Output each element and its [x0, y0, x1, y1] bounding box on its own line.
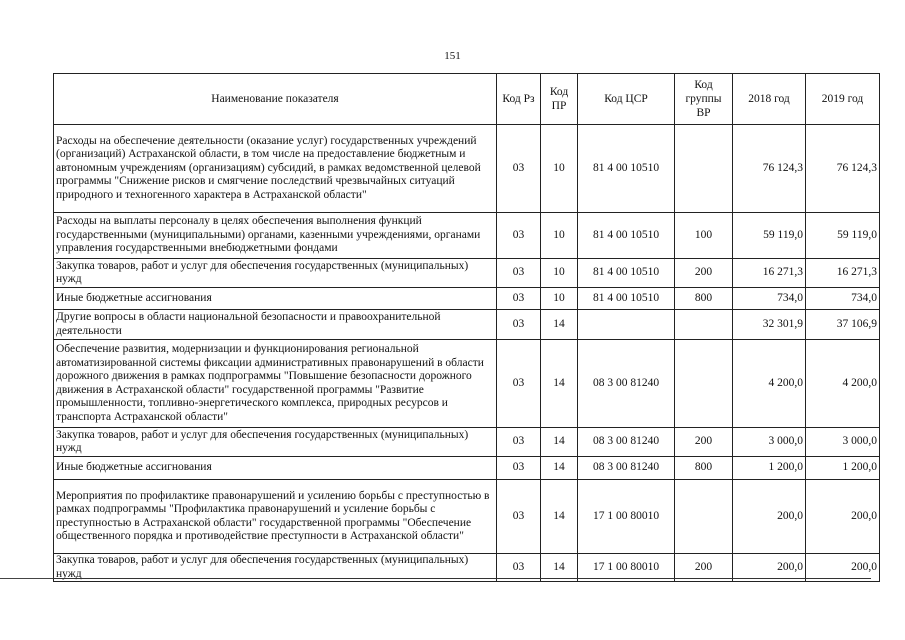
cell-2018: 76 124,3: [733, 125, 806, 213]
cell-pr: 14: [541, 310, 578, 340]
cell-2019: 4 200,0: [806, 340, 880, 428]
cell-csr: [578, 310, 675, 340]
cell-vr: 800: [675, 457, 733, 480]
cell-2018: 1 200,0: [733, 457, 806, 480]
cell-vr: 800: [675, 288, 733, 310]
cell-csr: 81 4 00 10510: [578, 288, 675, 310]
cell-pr: 14: [541, 428, 578, 457]
page-number: 151: [444, 50, 461, 62]
header-rz: Код Рз: [497, 74, 541, 125]
cell-2019: 3 000,0: [806, 428, 880, 457]
header-pr: Код ПР: [541, 74, 578, 125]
cell-name: Закупка товаров, работ и услуг для обеспечения государственных (муниципальных) нужд: [54, 428, 497, 457]
cell-2019: 200,0: [806, 554, 880, 582]
cell-pr: 10: [541, 288, 578, 310]
cell-vr: [675, 125, 733, 213]
cell-rz: 03: [497, 480, 541, 554]
cell-csr: 17 1 00 80010: [578, 480, 675, 554]
cell-vr: 100: [675, 213, 733, 259]
cell-vr: 200: [675, 259, 733, 288]
cell-csr: 81 4 00 10510: [578, 259, 675, 288]
cell-csr: 17 1 00 80010: [578, 554, 675, 582]
table-row: [54, 480, 880, 554]
cell-2018: 59 119,0: [733, 213, 806, 259]
cell-name: Мероприятия по профилактике правонарушений и усилению борьбы с преступностью в рамках подпрограммы "Профилактика правонарушений и усиление борьбы с преступностью в Астраханской области" государственной программы "Обеспечение общественного порядка и противодействие преступности в Астраханской области": [54, 480, 497, 554]
cell-2019: 1 200,0: [806, 457, 880, 480]
header-2018: 2018 год: [733, 74, 806, 125]
header-vr: Код группы ВР: [675, 74, 733, 125]
cell-rz: 03: [497, 340, 541, 428]
budget-table: [53, 73, 880, 582]
cell-pr: 10: [541, 259, 578, 288]
strike-line: [53, 578, 871, 579]
header-row: [54, 74, 880, 125]
cell-name: Обеспечение развития, модернизации и функционирования региональной автоматизированной системы фиксации административных правонарушений в области дорожного движения в рамках подпрограммы "Повышение безопасности дорожного движения в Астраханской области" государственной программы "Развитие промышленности, топливно-энергетического комплекса, природных ресурсов и транспорта Астраханской области": [54, 340, 497, 428]
header-name: Наименование показателя: [54, 74, 497, 125]
cell-2018: 734,0: [733, 288, 806, 310]
cell-rz: 03: [497, 428, 541, 457]
cell-pr: 10: [541, 213, 578, 259]
cell-2019: 16 271,3: [806, 259, 880, 288]
cell-pr: 14: [541, 480, 578, 554]
cell-name: Закупка товаров, работ и услуг для обеспечения государственных (муниципальных) нужд: [54, 554, 497, 582]
cell-csr: 08 3 00 81240: [578, 457, 675, 480]
cell-pr: 14: [541, 340, 578, 428]
cell-vr: [675, 480, 733, 554]
cell-2018: 3 000,0: [733, 428, 806, 457]
cell-csr: 81 4 00 10510: [578, 213, 675, 259]
cell-csr: 08 3 00 81240: [578, 340, 675, 428]
cell-2019: 734,0: [806, 288, 880, 310]
table-row: [54, 428, 880, 457]
cell-2019: 37 106,9: [806, 310, 880, 340]
cell-2019: 76 124,3: [806, 125, 880, 213]
cell-pr: 14: [541, 457, 578, 480]
cell-vr: 200: [675, 554, 733, 582]
cell-rz: 03: [497, 554, 541, 582]
table-row: [54, 213, 880, 259]
cell-name: Иные бюджетные ассигнования: [54, 457, 497, 480]
header-2019: 2019 год: [806, 74, 880, 125]
cell-csr: 81 4 00 10510: [578, 125, 675, 213]
cell-rz: 03: [497, 310, 541, 340]
table-row: [54, 457, 880, 480]
cell-vr: [675, 340, 733, 428]
cell-name: Расходы на выплаты персоналу в целях обеспечения выполнения функций государственными (муниципальными) органами, казенными учреждениями, органами управления государственными внебюджетными фондами: [54, 213, 497, 259]
table-row: [54, 259, 880, 288]
cell-pr: 10: [541, 125, 578, 213]
cell-rz: 03: [497, 125, 541, 213]
cell-csr: 08 3 00 81240: [578, 428, 675, 457]
cell-2018: 32 301,9: [733, 310, 806, 340]
cell-rz: 03: [497, 213, 541, 259]
cell-rz: 03: [497, 288, 541, 310]
cell-name: Расходы на обеспечение деятельности (оказание услуг) государственных учреждений (организаций) Астраханской области, в том числе на предоставление бюджетным и автономным учреждениям (организациям) субсидий, в рамках ведомственной целевой программы "Снижение рисков и смягчение последствий чрезвычайных ситуаций природного и техногенного характера в Астраханской области": [54, 125, 497, 213]
cell-rz: 03: [497, 259, 541, 288]
table-row: [54, 310, 880, 340]
table-row: [54, 125, 880, 213]
cell-2019: 59 119,0: [806, 213, 880, 259]
cell-pr: 14: [541, 554, 578, 582]
cell-2018: 200,0: [733, 554, 806, 582]
cell-name: Закупка товаров, работ и услуг для обеспечения государственных (муниципальных) нужд: [54, 259, 497, 288]
table-row: [54, 340, 880, 428]
cell-2018: 200,0: [733, 480, 806, 554]
header-csr: Код ЦСР: [578, 74, 675, 125]
cell-vr: [675, 310, 733, 340]
cell-vr: 200: [675, 428, 733, 457]
cell-name: Другие вопросы в области национальной безопасности и правоохранительной деятельности: [54, 310, 497, 340]
cell-2019: 200,0: [806, 480, 880, 554]
cell-name: Иные бюджетные ассигнования: [54, 288, 497, 310]
cell-rz: 03: [497, 457, 541, 480]
table-row: [54, 288, 880, 310]
cell-2018: 4 200,0: [733, 340, 806, 428]
cell-2018: 16 271,3: [733, 259, 806, 288]
